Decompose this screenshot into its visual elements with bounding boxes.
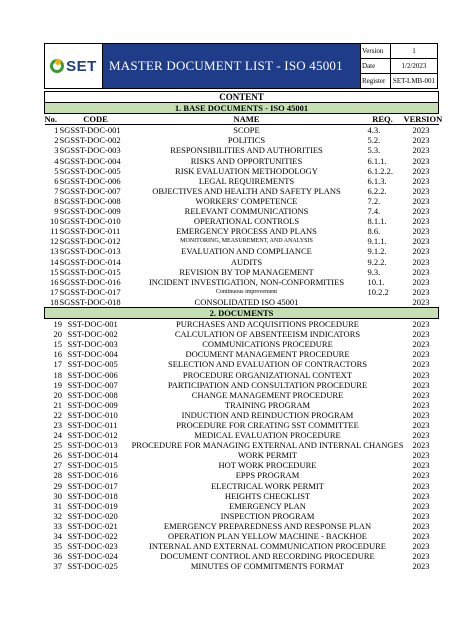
document-code: SST-DOC-007 [67, 379, 118, 390]
document-name: TRAINING PROGRAM [224, 399, 311, 410]
table-row [45, 420, 439, 430]
row-number: 18 [53, 369, 62, 380]
table-row [45, 460, 439, 470]
document-version: 2023 [412, 470, 430, 481]
table-row [45, 125, 439, 136]
document-code: SST-DOC-008 [67, 389, 118, 400]
row-number: 16 [50, 276, 59, 287]
document-version: 2023 [412, 490, 430, 501]
requirement: 6.1.2.2. [367, 165, 393, 176]
col-code-header: CODE [60, 114, 132, 125]
document-name: OPERATIONAL CONTROLS [193, 216, 300, 227]
document-name: COMMUNICATIONS PROCEDURE [202, 339, 333, 350]
document-version: 2023 [412, 520, 430, 531]
document-code: SST-DOC-013 [67, 440, 118, 451]
requirement: 5.3. [367, 145, 381, 156]
table-row [45, 359, 439, 369]
document-version: 2023 [412, 329, 430, 340]
document-version: 2023 [412, 510, 430, 521]
row-number: 19 [53, 319, 62, 330]
requirement: 6.2.2. [367, 185, 387, 196]
document-code: SST-DOC-023 [67, 541, 118, 552]
row-number: 35 [53, 541, 62, 552]
document-version: 2023 [412, 500, 430, 511]
table-row [45, 531, 439, 541]
document-code: SST-DOC-006 [67, 369, 118, 380]
document-name: PROCEDURE FOR CREATING SST COMMITTEE [176, 420, 359, 430]
document-version: 2023 [412, 296, 430, 307]
row-number: 15 [50, 266, 59, 277]
row-number: 10 [50, 216, 59, 227]
row-number: 14 [50, 256, 59, 267]
row-number: 9 [54, 206, 59, 217]
document-version: 2023 [412, 339, 430, 350]
document-version: 2023 [412, 206, 430, 217]
document-version: 2023 [412, 145, 430, 156]
section-1-title: 1. BASE DOCUMENTS - ISO 45001 [45, 103, 439, 114]
row-number: 31 [53, 500, 62, 511]
row-number: 3 [54, 145, 59, 156]
row-number: 30 [53, 490, 62, 501]
document-version: 2023 [412, 389, 430, 400]
row-number: 28 [53, 470, 62, 481]
document-name: RISK EVALUATION METHODOLOGY [175, 165, 318, 176]
table-row [45, 196, 439, 206]
requirement: 9.2.2. [367, 256, 387, 267]
document-code: SGSST-DOC-007 [59, 185, 121, 196]
document-version: 2023 [412, 286, 430, 297]
document-version: 2023 [412, 236, 430, 247]
document-code: SST-DOC-025 [67, 561, 118, 572]
row-number: 34 [53, 531, 62, 542]
date-value: 1/2/2023 [401, 62, 427, 70]
document-name: DOCUMENT CONTROL AND RECORDING PROCEDURE [160, 551, 375, 562]
document-name: EMERGENCY PROCESS AND PLANS [176, 226, 317, 237]
row-number: 19 [53, 379, 62, 390]
register-value: SET-LMB-001 [392, 77, 436, 85]
register-label: Register [361, 74, 391, 88]
document-version: 2023 [412, 399, 430, 410]
table-row [45, 551, 439, 561]
table-row [45, 430, 439, 440]
row-number: 12 [50, 236, 59, 247]
table-row [45, 236, 439, 246]
version-label: Version [361, 44, 391, 58]
row-number: 11 [50, 226, 59, 237]
row-number: 20 [53, 389, 62, 400]
document-code: SST-DOC-020 [67, 510, 118, 521]
document-version: 2023 [412, 226, 430, 237]
table-row [45, 206, 439, 216]
document-version: 2023 [412, 276, 430, 287]
table-row [45, 511, 439, 521]
row-number: 16 [53, 349, 62, 360]
document-version: 2023 [412, 319, 430, 330]
col-no-header: No. [45, 114, 60, 125]
document-code: SGSST-DOC-008 [59, 195, 121, 206]
date-label: Date [361, 59, 391, 73]
requirement: 10.1. [367, 276, 385, 287]
content-title-row [45, 92, 439, 103]
section-2-title: 2. DOCUMENTS [45, 307, 439, 318]
table-row [45, 440, 439, 450]
document-code: SST-DOC-016 [67, 470, 118, 481]
table-row [45, 277, 439, 287]
row-number: 7 [54, 185, 59, 196]
document-code: SST-DOC-024 [67, 551, 118, 562]
document-version: 2023 [412, 551, 430, 562]
document-name: INSPECTION PROGRAM [220, 510, 315, 521]
document-name: PURCHASES AND ACQUISITIONS PROCEDURE [175, 319, 359, 330]
requirement: 6.1.3. [367, 175, 387, 186]
row-number: 37 [53, 561, 62, 572]
table-row [45, 297, 439, 308]
document-sheet [44, 43, 443, 572]
row-number: 20 [53, 329, 62, 340]
document-name: OBJECTIVES AND HEALTH AND SAFETY PLANS [152, 185, 341, 196]
document-version: 2023 [412, 409, 430, 420]
document-name: Continuous improvement [215, 288, 278, 295]
document-name: INDUCTION AND REINDUCTION PROGRAM [181, 409, 354, 420]
row-number: 21 [53, 399, 62, 410]
document-code: SST-DOC-003 [67, 339, 118, 350]
document-name: CONSOLIDATED ISO 45001 [194, 296, 299, 307]
row-number: 8 [54, 195, 59, 206]
table-row [45, 156, 439, 166]
document-name: INTERNAL AND EXTERNAL COMMUNICATION PROCEDURE [149, 541, 386, 552]
document-name: EMERGENCY PREPAREDNESS AND RESPONSE PLAN [163, 520, 372, 531]
document-version: 2023 [412, 165, 430, 176]
document-version: 2023 [412, 155, 430, 166]
table-row [45, 216, 439, 226]
document-version: 2023 [412, 541, 430, 552]
table-row [45, 450, 439, 460]
table-row [45, 481, 439, 491]
document-title: MASTER DOCUMENT LIST - ISO 45001 [103, 44, 360, 88]
document-version: 2023 [412, 450, 430, 461]
document-name: REVISION BY TOP MANAGEMENT [179, 266, 314, 277]
row-number: 1 [54, 125, 59, 136]
section-1-row [45, 103, 439, 114]
row-number: 18 [50, 296, 59, 307]
document-code: SST-DOC-011 [67, 420, 118, 430]
document-code: SGSST-DOC-009 [59, 206, 121, 217]
document-meta [360, 44, 437, 88]
row-number: 32 [53, 510, 62, 521]
document-code: SST-DOC-014 [67, 450, 118, 461]
document-version: 2023 [412, 440, 430, 451]
document-version: 2023 [412, 359, 430, 370]
document-version: 2023 [412, 531, 430, 542]
requirement: 6.1.1. [367, 155, 387, 166]
document-name: LEGAL REQUIREMENTS [198, 175, 295, 186]
col-name-header: NAME [132, 114, 362, 125]
document-code: SGSST-DOC-010 [59, 216, 121, 227]
table-row [45, 541, 439, 551]
document-code: SGSST-DOC-006 [59, 175, 121, 186]
table-row [45, 470, 439, 480]
column-header-row [45, 114, 439, 125]
row-number: 25 [53, 440, 62, 451]
row-number: 15 [53, 339, 62, 350]
requirement: 10.2.2 [367, 286, 389, 297]
row-number: 22 [53, 409, 62, 420]
document-code: SST-DOC-012 [67, 430, 118, 441]
col-req-header: REQ. [362, 114, 404, 125]
requirement: 8.1.1. [367, 216, 387, 227]
document-name: SCOPE [233, 125, 260, 136]
row-number: 6 [54, 175, 59, 186]
document-name: RESPONSIBILITIES AND AUTHORITIES [170, 145, 323, 156]
document-version: 2023 [412, 430, 430, 441]
document-code: SST-DOC-017 [67, 480, 118, 491]
document-name: EMERGENCY PLAN [229, 500, 306, 511]
requirement: 9.3. [367, 266, 381, 277]
version-value: 1 [412, 47, 416, 55]
meta-date [361, 59, 437, 74]
table-row [45, 226, 439, 236]
document-code: SGSST-DOC-016 [59, 276, 121, 287]
document-code: SST-DOC-015 [67, 460, 118, 471]
document-name: EVALUATION AND COMPLIANCE [181, 246, 312, 257]
document-code: SGSST-DOC-012 [59, 236, 121, 247]
document-version: 2023 [412, 480, 430, 491]
document-name: POLITICS [227, 135, 266, 146]
meta-version [361, 44, 437, 59]
document-version: 2023 [412, 369, 430, 380]
document-version: 2023 [412, 246, 430, 257]
document-code: SGSST-DOC-004 [59, 155, 121, 166]
table-row [45, 166, 439, 176]
requirement [362, 297, 404, 308]
document-code: SST-DOC-018 [67, 490, 118, 501]
document-header [44, 43, 438, 89]
document-name: EPPS PROGRAM [235, 470, 300, 481]
requirement: 8.6. [367, 226, 381, 237]
row-number: 24 [53, 430, 62, 441]
document-code: SGSST-DOC-002 [59, 135, 121, 146]
table-row [45, 329, 439, 339]
document-name: INCIDENT INVESTIGATION, NON-CONFORMITIES [148, 276, 345, 287]
document-name: CHANGE MANAGEMENT PROCEDURE [191, 389, 344, 400]
row-number: 13 [50, 246, 59, 257]
table-row [45, 561, 439, 571]
table-row [45, 380, 439, 390]
table-row [45, 349, 439, 359]
document-code: SGSST-DOC-005 [59, 165, 121, 176]
document-version: 2023 [412, 256, 430, 267]
table-row [45, 267, 439, 277]
document-code: SST-DOC-010 [67, 409, 118, 420]
document-code: SGSST-DOC-013 [59, 246, 121, 257]
table-row [45, 186, 439, 196]
row-number: 36 [53, 551, 62, 562]
document-name: PARTICIPATION AND CONSULTATION PROCEDURE [167, 379, 368, 390]
logo-text: SET [66, 57, 97, 75]
document-code: SST-DOC-021 [67, 520, 118, 531]
document-name: HOT WORK PROCEDURE [218, 460, 317, 471]
document-code: SGSST-DOC-011 [59, 226, 121, 237]
document-name: SELECTION AND EVALUATION OF CONTRACTORS [168, 359, 367, 370]
document-name: OPERATION PLAN YELLOW MACHINE - BACKHOE [167, 531, 368, 542]
document-code: SST-DOC-005 [67, 359, 118, 370]
table-row [45, 287, 439, 297]
document-name: WORKERS' COMPETENCE [195, 195, 298, 206]
row-number: 2 [54, 135, 59, 146]
document-name: PROCEDURE FOR MANAGING EXTERNAL AND INTERNAL CHANGES [131, 440, 404, 451]
table-row [45, 390, 439, 400]
requirement: 7.2. [367, 195, 381, 206]
document-version: 2023 [412, 420, 430, 430]
document-code: SGSST-DOC-014 [59, 256, 121, 267]
company-logo [45, 44, 103, 88]
table-row [45, 176, 439, 186]
row-number: 4 [54, 155, 59, 166]
document-version: 2023 [412, 349, 430, 360]
table-row [45, 145, 439, 155]
table-row [45, 491, 439, 501]
table-row [45, 410, 439, 420]
document-name: AUDITS [230, 256, 263, 267]
table-row [45, 257, 439, 267]
table-row [45, 400, 439, 410]
document-version: 2023 [412, 561, 430, 572]
document-code: SST-DOC-004 [67, 349, 118, 360]
document-version: 2023 [412, 379, 430, 390]
content-title: CONTENT [45, 92, 439, 103]
table-row [45, 521, 439, 531]
document-name: HEIGHTS CHECKLIST [224, 490, 311, 501]
document-code: SST-DOC-022 [67, 531, 118, 542]
row-number: 23 [53, 420, 62, 430]
document-name: MINUTES OF COMMITMENTS FORMAT [190, 561, 345, 572]
document-name: WORK PERMIT [237, 450, 298, 461]
document-name: RISKS AND OPPORTUNITIES [190, 155, 303, 166]
document-name: DOCUMENT MANAGEMENT PROCEDURE [185, 349, 350, 360]
table-row [45, 135, 439, 145]
document-name: CALCULATION OF ABSENTEEISM INDICATORS [174, 329, 361, 340]
document-name: ELECTRICAL WORK PERMIT [211, 480, 324, 491]
document-code: SGSST-DOC-018 [59, 296, 121, 307]
row-number: 5 [54, 165, 59, 176]
document-version: 2023 [412, 195, 430, 206]
row-number: 27 [53, 460, 62, 471]
document-table [44, 91, 443, 572]
table-row [45, 501, 439, 511]
document-version: 2023 [412, 266, 430, 277]
document-name: MEDICAL EVALUATION PROCEDURE [194, 430, 341, 441]
document-code: SGSST-DOC-017 [59, 286, 121, 297]
col-version-header: VERSION [403, 114, 443, 125]
document-code: SST-DOC-009 [67, 399, 118, 410]
document-code: SST-DOC-002 [67, 329, 118, 340]
document-name: RELEVANT COMMUNICATIONS [184, 206, 309, 217]
meta-register [361, 74, 437, 88]
row-number: 17 [50, 286, 59, 297]
table-row [45, 246, 439, 256]
document-name: PROCEDURE ORGANIZATIONAL CONTEXT [182, 369, 353, 380]
row-number: 33 [53, 520, 62, 531]
requirement: 7.4. [367, 206, 381, 217]
requirement: 5.2. [367, 135, 381, 146]
requirement: 4.3. [367, 125, 381, 136]
table-row [45, 319, 439, 330]
table-row [45, 370, 439, 380]
section-2-row [45, 307, 439, 318]
document-code: SST-DOC-001 [67, 319, 118, 330]
document-version: 2023 [412, 460, 430, 471]
document-code: SGSST-DOC-015 [59, 266, 121, 277]
document-code: SST-DOC-019 [67, 500, 118, 511]
document-version: 2023 [412, 125, 430, 136]
document-version: 2023 [412, 135, 430, 146]
table-row [45, 339, 439, 349]
requirement: 9.1.1. [367, 236, 387, 247]
document-version: 2023 [412, 216, 430, 227]
document-version: 2023 [412, 175, 430, 186]
document-name: MONITORING, MEASUREMENT, AND ANALYSIS [180, 238, 313, 245]
document-code: SGSST-DOC-001 [59, 125, 121, 136]
document-version: 2023 [412, 185, 430, 196]
row-number: 17 [53, 359, 62, 370]
row-number: 29 [53, 480, 62, 491]
document-code: SGSST-DOC-003 [59, 145, 121, 156]
logo-ring-icon [50, 59, 64, 73]
row-number: 26 [53, 450, 62, 461]
requirement: 9.1.2. [367, 246, 387, 257]
